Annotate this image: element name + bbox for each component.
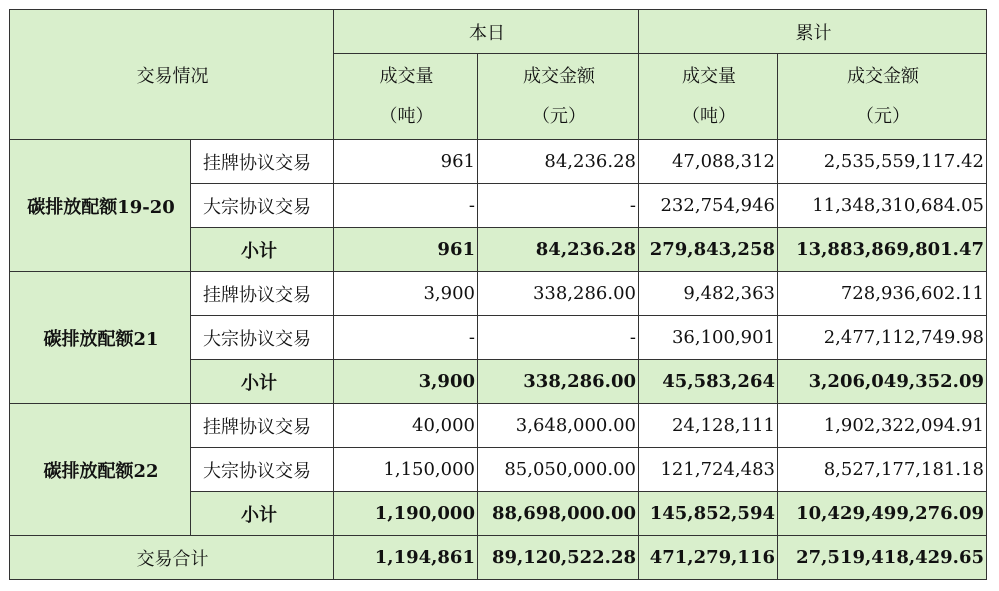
group-name: 碳排放配额22 xyxy=(10,404,191,536)
today-amount: 88,698,000.00 xyxy=(478,492,639,536)
cum-amount: 2,477,112,749.98 xyxy=(778,316,987,360)
trade-type: 大宗协议交易 xyxy=(191,184,334,228)
cum-amount: 3,206,049,352.09 xyxy=(778,360,987,404)
trade-type: 大宗协议交易 xyxy=(191,316,334,360)
today-volume: - xyxy=(334,184,478,228)
table-row xyxy=(10,272,987,316)
trade-type: 挂牌协议交易 xyxy=(191,140,334,184)
subtotal-label: 小计 xyxy=(191,492,334,536)
today-amount: 85,050,000.00 xyxy=(478,448,639,492)
trade-summary-table xyxy=(9,9,987,580)
cum-amount: 2,535,559,117.42 xyxy=(778,140,987,184)
total-row xyxy=(10,536,987,580)
header-today-volume xyxy=(334,54,478,140)
header-today: 本日 xyxy=(334,10,639,54)
header-today-volume-label: 成交量 xyxy=(379,65,434,87)
today-volume: 3,900 xyxy=(334,272,478,316)
today-volume: 1,190,000 xyxy=(334,492,478,536)
cum-volume: 279,843,258 xyxy=(639,228,778,272)
header-today-amount-label: 成交金额 xyxy=(523,65,595,87)
header-today-volume-unit: （吨） xyxy=(379,105,434,127)
trade-type: 大宗协议交易 xyxy=(191,448,334,492)
cum-volume: 121,724,483 xyxy=(639,448,778,492)
today-amount: 3,648,000.00 xyxy=(478,404,639,448)
header-today-amount-unit: （元） xyxy=(532,105,586,127)
today-volume: 1,150,000 xyxy=(334,448,478,492)
header-cum-amount-unit: （元） xyxy=(856,105,910,127)
today-volume: - xyxy=(334,316,478,360)
header-cum-amount-label: 成交金额 xyxy=(847,65,919,87)
cum-amount: 13,883,869,801.47 xyxy=(778,228,987,272)
today-volume: 961 xyxy=(334,140,478,184)
today-amount: - xyxy=(478,316,639,360)
table-row xyxy=(10,404,987,448)
cum-volume: 232,754,946 xyxy=(639,184,778,228)
header-trade-label: 交易情况 xyxy=(10,10,334,140)
cum-volume: 47,088,312 xyxy=(639,140,778,184)
total-cum-volume: 471,279,116 xyxy=(639,536,778,580)
today-volume: 961 xyxy=(334,228,478,272)
header-today-amount xyxy=(478,54,639,140)
header-cum-volume xyxy=(639,54,778,140)
cum-amount: 1,902,322,094.91 xyxy=(778,404,987,448)
cum-volume: 9,482,363 xyxy=(639,272,778,316)
cum-amount: 728,936,602.11 xyxy=(778,272,987,316)
header-cum-volume-label: 成交量 xyxy=(682,65,736,87)
today-volume: 40,000 xyxy=(334,404,478,448)
trade-type: 挂牌协议交易 xyxy=(191,404,334,448)
cum-volume: 24,128,111 xyxy=(639,404,778,448)
cum-volume: 45,583,264 xyxy=(639,360,778,404)
header-cum-volume-unit: （吨） xyxy=(682,105,736,127)
today-amount: 338,286.00 xyxy=(478,360,639,404)
cum-volume: 145,852,594 xyxy=(639,492,778,536)
cum-amount: 8,527,177,181.18 xyxy=(778,448,987,492)
today-amount: 84,236.28 xyxy=(478,140,639,184)
today-volume: 3,900 xyxy=(334,360,478,404)
header-cum-amount xyxy=(778,54,987,140)
trade-summary-container xyxy=(9,9,987,580)
total-today-amount: 89,120,522.28 xyxy=(478,536,639,580)
today-amount: - xyxy=(478,184,639,228)
table-row xyxy=(10,140,987,184)
cum-amount: 10,429,499,276.09 xyxy=(778,492,987,536)
group-name: 碳排放配额21 xyxy=(10,272,191,404)
group-name: 碳排放配额19-20 xyxy=(10,140,191,272)
subtotal-label: 小计 xyxy=(191,228,334,272)
total-label: 交易合计 xyxy=(10,536,334,580)
header-cumulative: 累计 xyxy=(639,10,987,54)
today-amount: 84,236.28 xyxy=(478,228,639,272)
cum-volume: 36,100,901 xyxy=(639,316,778,360)
total-cum-amount: 27,519,418,429.65 xyxy=(778,536,987,580)
cum-amount: 11,348,310,684.05 xyxy=(778,184,987,228)
today-amount: 338,286.00 xyxy=(478,272,639,316)
total-today-volume: 1,194,861 xyxy=(334,536,478,580)
subtotal-label: 小计 xyxy=(191,360,334,404)
trade-type: 挂牌协议交易 xyxy=(191,272,334,316)
